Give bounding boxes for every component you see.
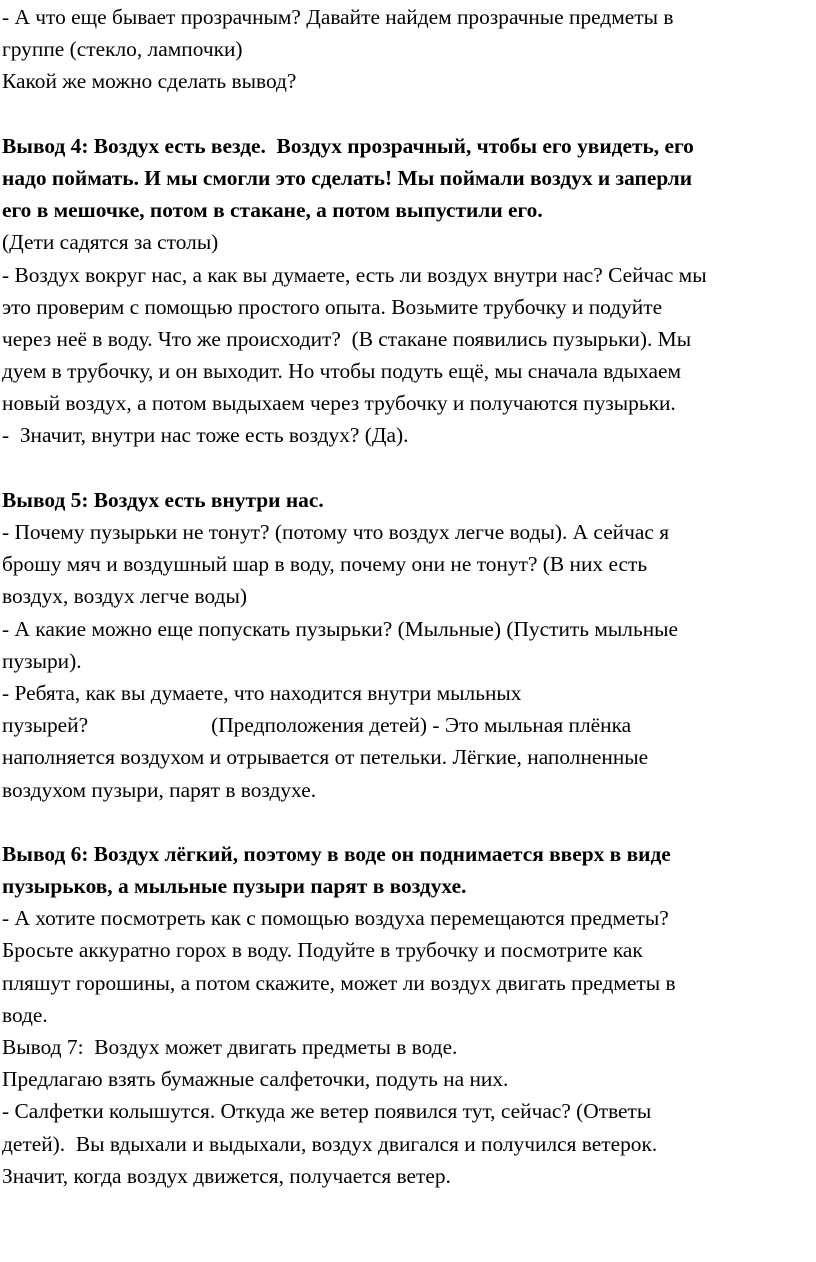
text-line: новый воздух, а потом выдыхаем через трубочку и получаются пузырьки. — [2, 391, 676, 416]
conclusion-line: Вывод 5: Воздух есть внутри нас. — [2, 487, 324, 512]
text-line: пузырей? (Предположения детей) - Это мыльная плёнка — [2, 713, 632, 738]
text-line: (Дети садятся за столы) — [2, 230, 219, 255]
text-line: воздух, воздух легче воды) — [2, 584, 247, 609]
text-line: - Почему пузырьки не тонут? (потому что воздух легче воды). А сейчас я — [2, 520, 670, 544]
text-line: воздухом пузыри, парят в воздухе. — [2, 777, 317, 802]
blank-line — [2, 452, 816, 484]
text-line: группе (стекло, лампочки) — [2, 37, 243, 62]
text-line: - А что еще бывает прозрачным? Давайте найдем прозрачные предметы в — [2, 5, 674, 29]
text-line: дуем в трубочку, и он выходит. Но чтобы подуть ещё, мы сначала вдыхаем — [2, 359, 682, 384]
text-line: наполняется воздухом и отрывается от петельки. Лёгкие, наполненные — [2, 745, 649, 770]
conclusion-line: его в мешочке, потом в стакане, а потом выпустили его. — [2, 198, 543, 223]
text-line: Вывод 7: Воздух может двигать предметы в воде. — [2, 1035, 458, 1059]
text-line: через неё в воду. Что же происходит? (В стакане появились пузырьки). Мы — [2, 326, 692, 351]
blank-line — [2, 806, 816, 838]
text-line: - Значит, внутри нас тоже есть воздух? (Да). — [2, 423, 409, 448]
paragraph-transparent-objects — [2, 1, 816, 98]
text-line: брошу мяч и воздушный шар в воду, почему они не тонут? (В них есть — [2, 552, 648, 577]
conclusion-6 — [2, 838, 816, 902]
conclusion-line: надо поймать. И мы смогли это сделать! Мы поймали воздух и заперли — [2, 165, 693, 190]
conclusion-4 — [2, 130, 816, 227]
text-line: детей). Вы вдыхали и выдыхали, воздух двигался и получился ветерок. — [2, 1131, 658, 1156]
text-line: - А какие можно еще попускать пузырьки? (Мыльные) (Пустить мыльные — [2, 616, 679, 641]
text-line: Значит, когда воздух движется, получается ветер. — [2, 1163, 451, 1188]
paragraph-moving-objects — [2, 902, 816, 1192]
text-line: это проверим с помощью простого опыта. Возьмите трубочку и подуйте — [2, 294, 663, 319]
text-line: воде. — [2, 1002, 48, 1027]
text-line: - Ребята, как вы думаете, что находится внутри мыльных — [2, 680, 522, 705]
text-line: Бросьте аккуратно горох в воду. Подуйте в трубочку и посмотрите как — [2, 938, 643, 963]
text-line: - Салфетки колышутся. Откуда же ветер появился тут, сейчас? (Ответы — [2, 1099, 652, 1124]
blank-line — [2, 98, 816, 130]
text-line: пузыри). — [2, 648, 82, 673]
conclusion-line: пузырьков, а мыльные пузыри парят в воздухе. — [2, 874, 467, 899]
conclusion-line: Вывод 6: Воздух лёгкий, поэтому в воде он поднимается вверх в виде — [2, 841, 671, 866]
paragraph-air-inside-us — [2, 226, 816, 451]
text-line: пляшут горошины, а потом скажите, может ли воздух двигать предметы в — [2, 970, 676, 995]
text-line: - Воздух вокруг нас, а как вы думаете, есть ли воздух внутри нас? Сейчас мы — [2, 262, 707, 287]
text-line: Предлагаю взять бумажные салфеточки, подуть на них. — [2, 1067, 509, 1092]
paragraph-bubbles — [2, 516, 816, 806]
conclusion-5 — [2, 484, 816, 516]
text-line: Какой же можно сделать вывод? — [2, 69, 297, 94]
text-line: - А хотите посмотреть как с помощью воздуха перемещаются предметы? — [2, 906, 669, 931]
conclusion-line: Вывод 4: Воздух есть везде. Воздух прозрачный, чтобы его увидеть, его — [2, 133, 694, 158]
